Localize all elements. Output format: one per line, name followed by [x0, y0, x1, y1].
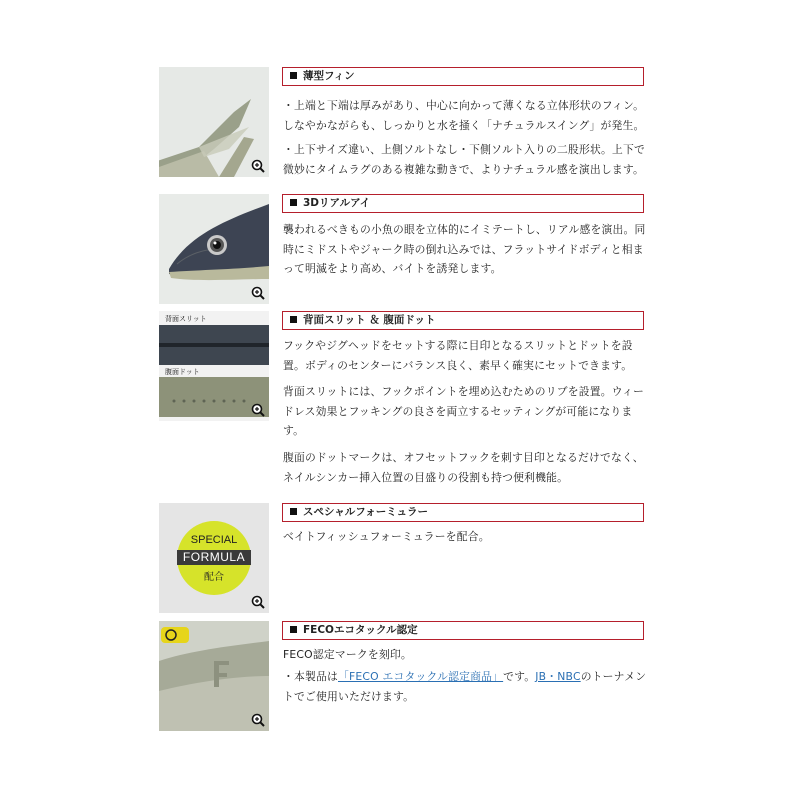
- feco-thumbnail[interactable]: [159, 621, 269, 731]
- zoom-in-icon[interactable]: [251, 286, 265, 300]
- note-mid: です。: [503, 670, 536, 683]
- note-suffix: のトーナメントでご使用いただけます。: [283, 670, 647, 703]
- description-paragraph: ・上下サイズ違い、上側ソルトなし・下側ソルト入りの二股形状。上下で微妙にタイムラグのある複雑な動きで、よりナチュラル感を演出します。: [283, 143, 646, 176]
- square-bullet-icon: [290, 626, 297, 633]
- section-heading: [282, 503, 644, 522]
- feco-mark: [161, 627, 189, 643]
- description-paragraph: 腹面のドットマークは、オフセットフックを刺す目印となるだけでなく、ネイルシンカー挿入位置の目盛りの役割も持つ便利機能。: [283, 451, 644, 484]
- badge-line3: 配合: [204, 572, 224, 583]
- description-paragraph: 襲われるべきもの小魚の眼を立体的にイミテートし、リアル感を演出。同時にミドストやジャーク時の倒れ込みでは、フラットサイドボディと相まって明滅をより高め、バイトを誘発します。: [283, 223, 646, 275]
- heading-text: 薄型フィン: [303, 70, 355, 82]
- fin-thumbnail[interactable]: [159, 67, 269, 177]
- description-paragraph: ベイトフィッシュフォーミュラーを配合。: [283, 530, 490, 543]
- heading-text: 3Dリアルアイ: [303, 197, 371, 209]
- square-bullet-icon: [290, 508, 297, 515]
- heading-text: スペシャルフォーミュラー: [303, 506, 429, 518]
- heading-text: FECOエコタックル認定: [303, 624, 418, 636]
- square-bullet-icon: [290, 316, 297, 323]
- tournament-note: [283, 667, 648, 706]
- description-paragraph: 背面スリットには、フックポイントを埋め込むためのリブを設置。ウィードレス効果とフッキングの良さを両立するセッティングが可能になります。: [283, 385, 645, 437]
- badge-line1: SPECIAL: [190, 534, 238, 546]
- slit-dot-thumbnail[interactable]: [159, 311, 269, 421]
- zoom-in-icon[interactable]: [251, 713, 265, 727]
- description-paragraph: ・上端と下端は厚みがあり、中心に向かって薄くなる立体形状のフィン。しなやかながらも、しっかりと水を掻く「ナチュラルスイング」が発生。: [283, 99, 645, 132]
- section-heading: [282, 621, 644, 640]
- eye-thumbnail[interactable]: [159, 194, 269, 304]
- description-paragraph: フックやジグヘッドをセットする際に目印となるスリットとドットを設置。ボディのセンターにバランス良く、素早く確実にセットできます。: [283, 339, 633, 372]
- section-heading: [282, 67, 644, 86]
- formula-thumbnail[interactable]: [159, 503, 269, 613]
- section-heading: [282, 194, 644, 213]
- jb-nbc-link[interactable]: JB・NBC: [535, 670, 581, 683]
- description-paragraph: FECO認定マークを刻印。: [283, 648, 412, 661]
- thumbnail-label: 背面スリット: [165, 315, 207, 323]
- zoom-in-icon[interactable]: [251, 159, 265, 173]
- zoom-in-icon[interactable]: [251, 595, 265, 609]
- note-prefix: ・本製品は: [283, 670, 338, 683]
- badge-line2: FORMULA: [182, 550, 246, 564]
- square-bullet-icon: [290, 199, 297, 206]
- heading-text: 背面スリット ＆ 腹面ドット: [303, 314, 436, 326]
- thumbnail-label: 腹面ドット: [165, 368, 200, 376]
- feco-certified-link[interactable]: 「FECO エコタックル認定商品」: [337, 670, 504, 683]
- zoom-in-icon[interactable]: [251, 403, 265, 417]
- section-heading: [282, 311, 644, 330]
- square-bullet-icon: [290, 72, 297, 79]
